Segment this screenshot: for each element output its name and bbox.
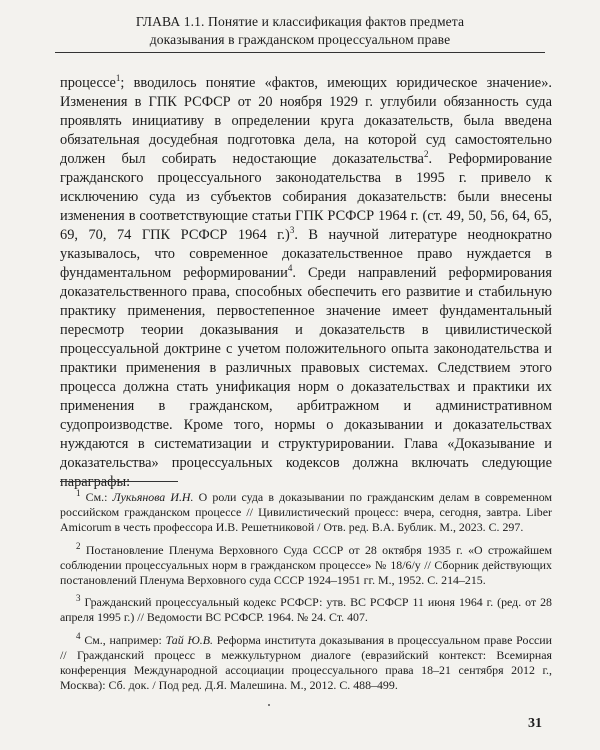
running-head-line-1: ГЛАВА 1.1. Понятие и классификация фактов предмета bbox=[135, 14, 465, 29]
body-paragraph bbox=[60, 74, 552, 492]
text-run: . Среди направлений реформирования доказательственного права, способных обеспечить его развитие и стабильную практику применения, первостепенное значение имеет фундаментальный пересмотр теории доказывания и доказательств в цивилистической процессуальной доктрине с учетом положительного опыта законодательства и практики применения в различных правовых системах. Следствием этого процесса должна стать унификация норм о доказательствах и практики их применения в гражданском, арбитражном и административном судопроизводстве. Кроме того, нормы о доказывании и доказательствах нуждаются в систематизации и структурировании. Глава «Доказывание и доказательства» процессуальных кодексов должна включать следующие параграфы: bbox=[60, 265, 552, 490]
footnote-number: 2 bbox=[76, 540, 81, 551]
text-run: . В научной литературе неоднократно указывалось, что современное доказательственное право нуждается в фундаментальном реформировании bbox=[60, 227, 552, 281]
footnote-3 bbox=[60, 595, 552, 625]
footnote-text: Постановление Пленума Верховного Суда СССР от 28 октября 1935 г. «О строжайшем соблюдении процессуальных норм в гражданском процессе» № 18/6/у // Сборник действующих постановлений Пленума Верховного суда СССР 1924–1951 гг. М., 1952. С. 214–215. bbox=[60, 542, 552, 588]
footnote-4 bbox=[60, 630, 553, 694]
header-divider bbox=[55, 52, 545, 53]
footnote-text: О роли суда в доказывании по гражданским делам в современном российском гражданском процессе // Цивилистический процесс: вчера, сегодня, завтра. Liber Amicorum в честь профессора И.В. Решетниковой / Отв. ред. В.А. Бублик. М., 2023. С. 297. bbox=[60, 490, 552, 535]
text-run: ; вводилось понятие «фактов, имеющих юридическое значение». Изменения в ГПК РСФСР от 20 ноября 1929 г. углубили обязанность суда проявлять инициативу в определении круга доказательств, была введена обязательная досудебная подготовка дела, на которой суд самостоятельно должен был собирать недостающие доказательства bbox=[60, 75, 552, 167]
running-head bbox=[30, 13, 570, 49]
footnote-number: 4 bbox=[76, 630, 81, 641]
text-run: . Реформирование гражданского процессуального законодательства в 1995 г. привело к исключению суда из субъектов собирания доказательств: были внесены изменения в соответствующие статьи ГПК РСФСР 1964 г. (ст. 49, 50, 56, 64, 65, 69, 70, 74 ГПК РСФСР 1964 г.) bbox=[60, 151, 552, 243]
footnote-1 bbox=[60, 490, 552, 536]
footnote-author: Тай Ю.В. bbox=[165, 632, 213, 647]
footnote-author: Лукьянова И.Н. bbox=[112, 490, 194, 504]
footnote-2 bbox=[60, 540, 552, 589]
footnote-number: 3 bbox=[76, 593, 81, 604]
footnote-ref-3: 3 bbox=[289, 225, 295, 236]
footnote-prefix: См.: bbox=[80, 490, 113, 504]
running-head-line-2: доказывания в гражданском процессуальном праве bbox=[149, 32, 451, 47]
footnote-ref-2: 2 bbox=[423, 149, 429, 160]
footnote-text: Реформа института доказывания в процессуальном праве России // Гражданский процесс в межкультурном диалоге (евразийский контекст: Всемирная конференция Международной ассоциации процессуального права 18–21 сентября 2012 г., Москва): Сб. док. / Под ред. Д.Я. Малешина. М., 2012. С. 488–499. bbox=[60, 632, 553, 693]
footnote-number: 1 bbox=[76, 488, 81, 499]
footnote-text: Гражданский процессуальный кодекс РСФСР: утв. ВС РСФСР 11 июня 1964 г. (ред. от 28 апреля 1995 г.) // Ведомости ВС РСФСР. 1964. № 24. Ст. 407. bbox=[60, 595, 552, 625]
footnote-ref-4: 4 bbox=[287, 263, 293, 274]
main-text bbox=[60, 74, 552, 492]
footnotes bbox=[60, 490, 552, 700]
text-run: процессе bbox=[60, 75, 116, 91]
print-speck bbox=[268, 704, 270, 706]
footnote-prefix: См., например: bbox=[80, 632, 166, 647]
footnote-ref-1: 1 bbox=[115, 73, 121, 84]
footnote-divider bbox=[60, 481, 178, 482]
page-number: 31 bbox=[528, 716, 542, 731]
